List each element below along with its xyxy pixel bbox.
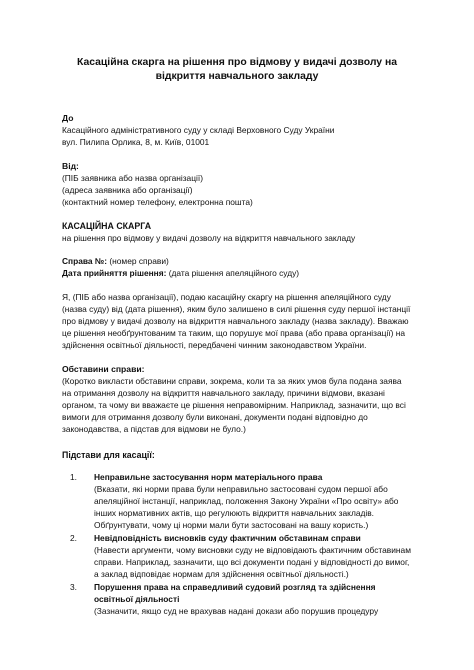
complaint-heading-block: [62, 220, 412, 244]
ground-body: [92, 532, 412, 580]
sender-contact: (контактний номер телефону, електронна пошта): [62, 197, 253, 207]
recipient-court: Касаційного адміністративного суду у складі Верховного Суду України: [62, 125, 335, 135]
circumstances-heading: Обставини справи:: [62, 364, 145, 374]
ground-text: (Вказати, які норми права були неправильно застосовані судом першої або апеляційної інстанції, наприклад, положення Закону України «Про освіту» або інших нормативних актів, що регулюють відкриття навчальних закладів. Обґрунтувати, чому ці норми мали бути застосовані на вашу користь.): [94, 484, 399, 530]
case-info-block: [62, 255, 412, 279]
ground-body: [92, 471, 412, 531]
case-number-line: [62, 255, 412, 267]
ground-title: Неправильне застосування норм матеріального права: [94, 472, 323, 482]
ground-item-2: [62, 532, 412, 580]
complaint-subtitle: на рішення про відмову у видачі дозволу на відкриття навчального закладу: [62, 233, 356, 243]
sender-name: (ПІБ заявника або назва організації): [62, 173, 203, 183]
ground-number: 3.: [70, 582, 77, 592]
recipient-block: [62, 112, 412, 148]
ground-text: (Навести аргументи, чому висновки суду не відповідають фактичним обставинам справи. Наприклад, зазначити, що всі документи подані у відповідності до вимог, а заклад відповідає нормам для здійснення освітньої діяльності.): [94, 545, 411, 579]
document-title: Касаційна скарга на рішення про відмову у видачі дозволу на відкриття навчального закладу: [76, 57, 398, 82]
sender-block: [62, 160, 412, 208]
intro-paragraph: Я, (ПІБ або назва організації), подаю касаційну скаргу на рішення апеляційного суду (назва суду) від (дата рішення), яким було залишено в силі рішення суду першої інстанції про відмову у видачі дозволу на відкриття навчального закладу (назва закладу). Вважаю це рішення необґрунтованим та таким, що порушує мої права (або права організації) на здійснення освітньої діяльності, передбачені чинним законодавством України.: [62, 292, 411, 350]
ground-number: 2.: [70, 533, 77, 543]
ground-item-3: [62, 581, 412, 617]
decision-date-value: (дата рішення апеляційного суду): [168, 268, 300, 278]
case-number-value: (номер справи): [109, 256, 169, 266]
ground-body: [92, 581, 412, 617]
ground-text: (Зазначити, якщо суд не врахував надані докази або порушив процедуру: [94, 606, 379, 616]
case-number-label: Справа №:: [62, 256, 108, 266]
grounds-list: [62, 471, 412, 617]
recipient-label: До: [62, 113, 74, 123]
decision-date-label: Дата прийняття рішення:: [62, 268, 167, 278]
grounds-heading: Підстави для касації:: [62, 450, 155, 460]
ground-number: 1.: [70, 472, 77, 482]
ground-title: Порушення права на справедливий судовий розгляд та здійснення освітньої діяльності: [94, 582, 376, 604]
ground-item-1: [62, 471, 412, 531]
circumstances-block: [62, 363, 412, 435]
ground-title: Невідповідність висновків суду фактичним обставинам справи: [94, 533, 361, 543]
complaint-title: КАСАЦІЙНА СКАРГА: [62, 221, 152, 231]
circumstances-text: (Коротко викласти обставини справи, зокрема, коли та за яких умов була подана заява на отримання дозволу на відкриття навчального закладу, причини відмови, вказані органом, та чому ви вважаєте це рішення неправомірним. Наприклад, зазначити, що всі вимоги для отримання дозволу були виконані, документи подані відповідно до законодавства, а підстав для відмови не було.): [62, 376, 406, 434]
sender-label: Від:: [62, 161, 79, 171]
sender-address: (адреса заявника або організації): [62, 185, 193, 195]
decision-date-line: [62, 267, 412, 279]
recipient-address: вул. Пилипа Орлика, 8, м. Київ, 01001: [62, 137, 210, 147]
